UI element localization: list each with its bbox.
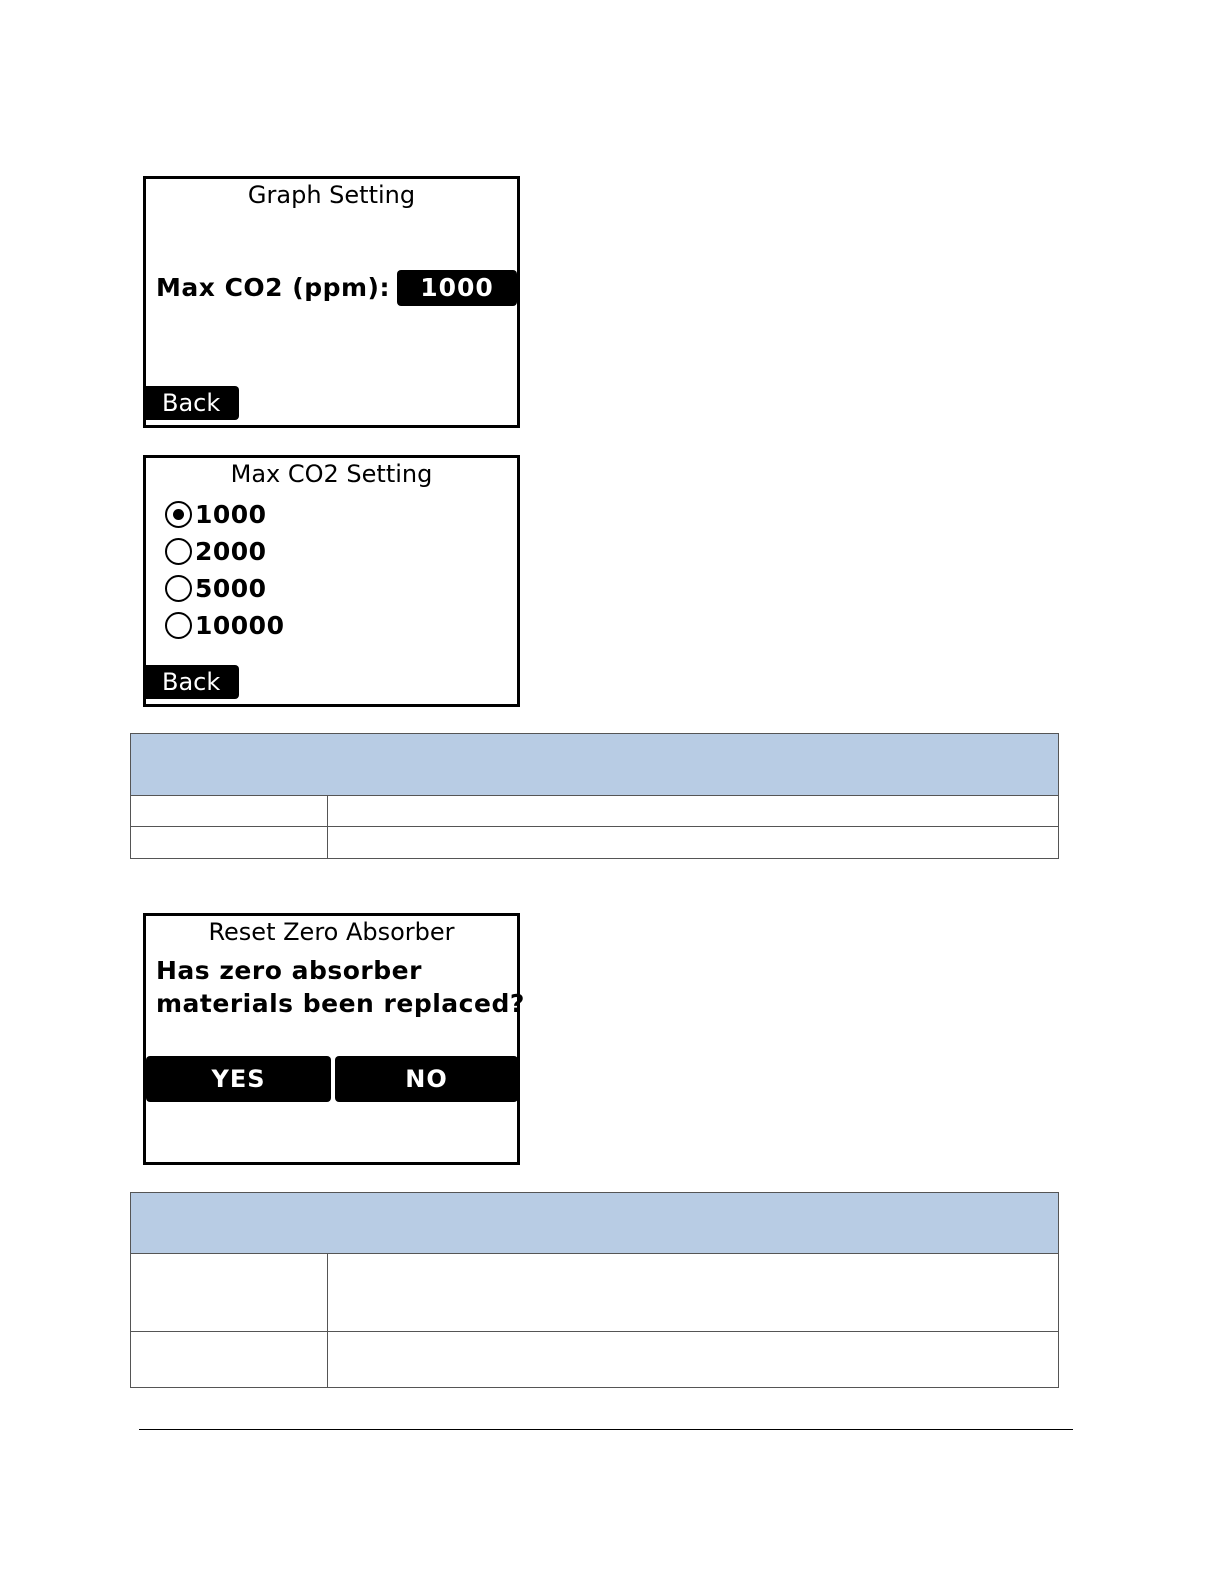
back-button[interactable]: Back [146, 665, 239, 699]
table-cell [328, 796, 1059, 827]
radio-unselected-icon[interactable] [165, 612, 192, 639]
screen-title: Reset Zero Absorber [208, 918, 455, 946]
reset-zero-absorber-screen [143, 913, 525, 1165]
radio-selected-icon[interactable] [165, 501, 192, 528]
table-row [131, 1254, 1059, 1332]
radio-label: 5000 [195, 574, 267, 603]
description-table-2 [130, 1192, 1059, 1388]
table-row [131, 827, 1059, 859]
radio-option-2000[interactable] [165, 533, 284, 570]
table-cell [131, 827, 328, 859]
table-cell [131, 1254, 328, 1332]
question-line: Has zero absorber [156, 956, 422, 985]
back-button[interactable]: Back [146, 386, 239, 420]
question-text [156, 954, 525, 1020]
radio-unselected-icon[interactable] [165, 575, 192, 602]
max-co2-options [165, 496, 284, 644]
radio-label: 10000 [195, 611, 285, 640]
table-cell [131, 796, 328, 827]
max-co2-value-field[interactable]: 1000 [397, 270, 517, 306]
radio-option-5000[interactable] [165, 570, 284, 607]
radio-option-10000[interactable] [165, 607, 284, 644]
table-row [131, 796, 1059, 827]
table-cell [328, 827, 1059, 859]
table-cell [328, 1254, 1059, 1332]
table-cell [328, 1332, 1059, 1388]
graph-setting-screen [143, 176, 520, 428]
yes-button[interactable]: YES [146, 1056, 331, 1102]
table-header-cell [131, 734, 1059, 796]
radio-label: 2000 [195, 537, 267, 566]
radio-unselected-icon[interactable] [165, 538, 192, 565]
screen-title: Graph Setting [247, 181, 416, 209]
table-row [131, 1332, 1059, 1388]
radio-label: 1000 [195, 500, 267, 529]
footer-divider [139, 1429, 1073, 1430]
screen-title: Max CO2 Setting [230, 460, 433, 488]
radio-option-1000[interactable] [165, 496, 284, 533]
table-header-cell [131, 1193, 1059, 1254]
no-button[interactable]: NO [335, 1056, 518, 1102]
question-line: materials been replaced? [156, 989, 525, 1018]
max-co2-setting-screen [143, 455, 520, 707]
table-cell [131, 1332, 328, 1388]
table-header-row [131, 1193, 1059, 1254]
max-co2-label: Max CO2 (ppm): [156, 273, 390, 302]
description-table-1 [130, 733, 1059, 859]
table-header-row [131, 734, 1059, 796]
